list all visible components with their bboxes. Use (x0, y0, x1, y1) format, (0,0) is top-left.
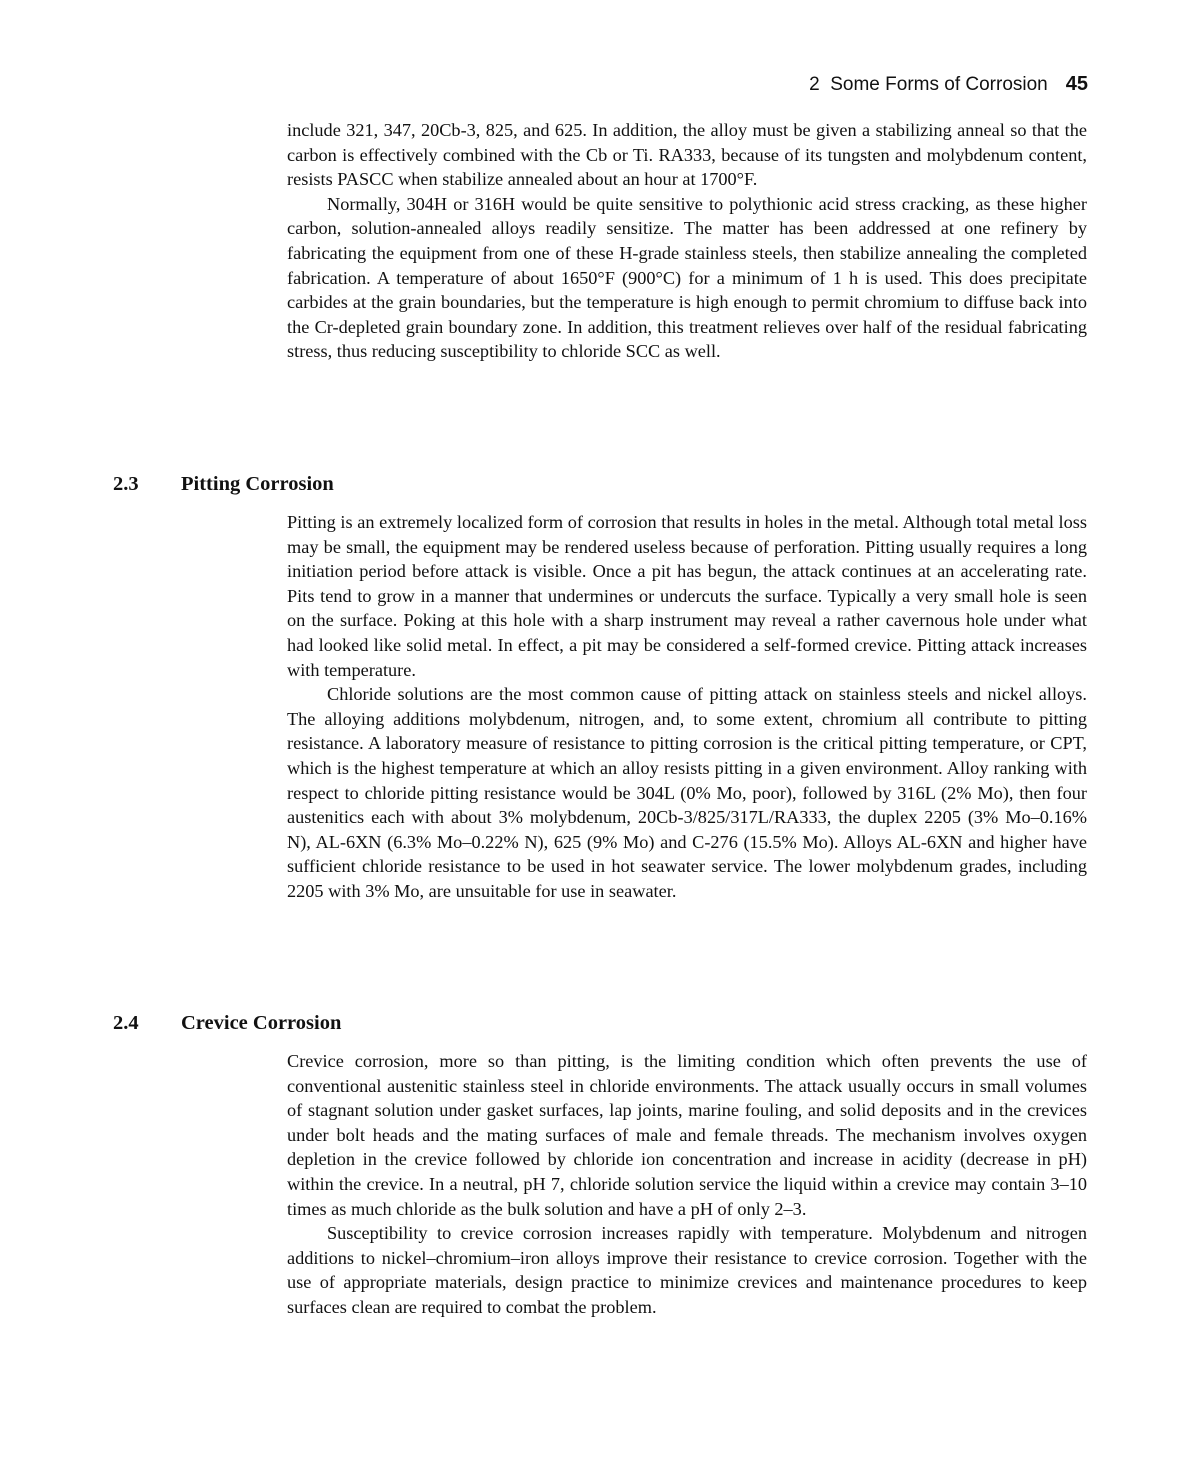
paragraph: include 321, 347, 20Cb-3, 825, and 625. In addition, the alloy must be given a stabilizing anneal so that the carbon is effectively combined with the Cb or Ti. RA333, because of its tungsten and molybdenum content, resists PASCC when stabilize annealed about an hour at 1700°F. (287, 120, 1087, 190)
continuation-text (287, 118, 1087, 364)
section-title: Crevice Corrosion (181, 1012, 342, 1034)
paragraph: Chloride solutions are the most common cause of pitting attack on stainless steels and nickel alloys. The alloying additions molybdenum, nitrogen, and, to some extent, chromium all contribute to pitting resistance. A laboratory measure of resistance to pitting corrosion is the critical pitting temperature, or CPT, which is the highest temperature at which an alloy resists pitting in a given environment. Alloy ranking with respect to chloride pitting resistance would be 304L (0% Mo, poor), followed by 316L (2% Mo), then four austenitics each with about 3% molybdenum, 20Cb-3/825/317L/RA333, the duplex 2205 (3% Mo–0.16% N), AL-6XN (6.3% Mo–0.22% N), 625 (9% Mo) and C-276 (15.5% Mo). Alloys AL-6XN and higher have sufficient chloride resistance to be used in hot seawater service. The lower molybdenum grades, including 2205 with 3% Mo, are unsuitable for use in seawater. (287, 684, 1087, 901)
section-number: 2.4 (113, 1012, 139, 1034)
paragraph: Crevice corrosion, more so than pitting, is the limiting condition which often prevents the use of conventional austenitic stainless steel in chloride environments. The attack usually occurs in small volumes of stagnant solution under gasket surfaces, lap joints, marine fouling, and solid deposits and in the crevices under bolt heads and the mating surfaces of male and female threads. The mechanism involves oxygen depletion in the crevice followed by chloride ion concentration and increase in acidity (decrease in pH) within the crevice. In a neutral, pH 7, chloride solution service the liquid within a crevice may contain 3–10 times as much chloride as the bulk solution and have a pH of only 2–3. (287, 1051, 1087, 1219)
section-heading-crevice (113, 1009, 813, 1037)
section-heading-pitting (113, 470, 813, 498)
section-body-pitting (287, 510, 1087, 904)
section-body-crevice (287, 1049, 1087, 1320)
section-title: Pitting Corrosion (181, 473, 334, 495)
running-header (700, 70, 1088, 99)
paragraph: Susceptibility to crevice corrosion increases rapidly with temperature. Molybdenum and nitrogen additions to nickel–chromium–iron alloys improve their resistance to crevice corrosion. Together with the use of appropriate materials, design practice to minimize crevices and maintenance procedures to keep surfaces clean are required to combat the problem. (287, 1223, 1087, 1317)
paragraph: Pitting is an extremely localized form of corrosion that results in holes in the metal. Although total metal loss may be small, the equipment may be rendered useless because of perforation. Pitting usually requires a long initiation period before attack is visible. Once a pit has begun, the attack continues at an accelerating rate. Pits tend to grow in a manner that undermines or undercuts the surface. Typically a very small hole is seen on the surface. Poking at this hole with a sharp instrument may reveal a rather cavernous hole under what had looked like solid metal. In effect, a pit may be considered a self-formed crevice. Pitting attack increases with temperature. (287, 512, 1087, 680)
paragraph: Normally, 304H or 316H would be quite sensitive to polythionic acid stress cracking, as these higher carbon, solution-annealed alloys readily sensitize. The matter has been addressed at one refinery by fabricating the equipment from one of these H-grade stainless steels, then stabilize annealing the completed fabrication. A temperature of about 1650°F (900°C) for a minimum of 1 h is used. This does precipitate carbides at the grain boundaries, but the temperature is high enough to permit chromium to diffuse back into the Cr-depleted grain boundary zone. In addition, this treatment relieves over half of the residual fabricating stress, thus reducing susceptibility to chloride SCC as well. (287, 193, 1087, 362)
chapter-title: 2 Some Forms of Corrosion (809, 74, 1048, 95)
section-number: 2.3 (113, 473, 139, 495)
page-number: 45 (1065, 73, 1088, 95)
